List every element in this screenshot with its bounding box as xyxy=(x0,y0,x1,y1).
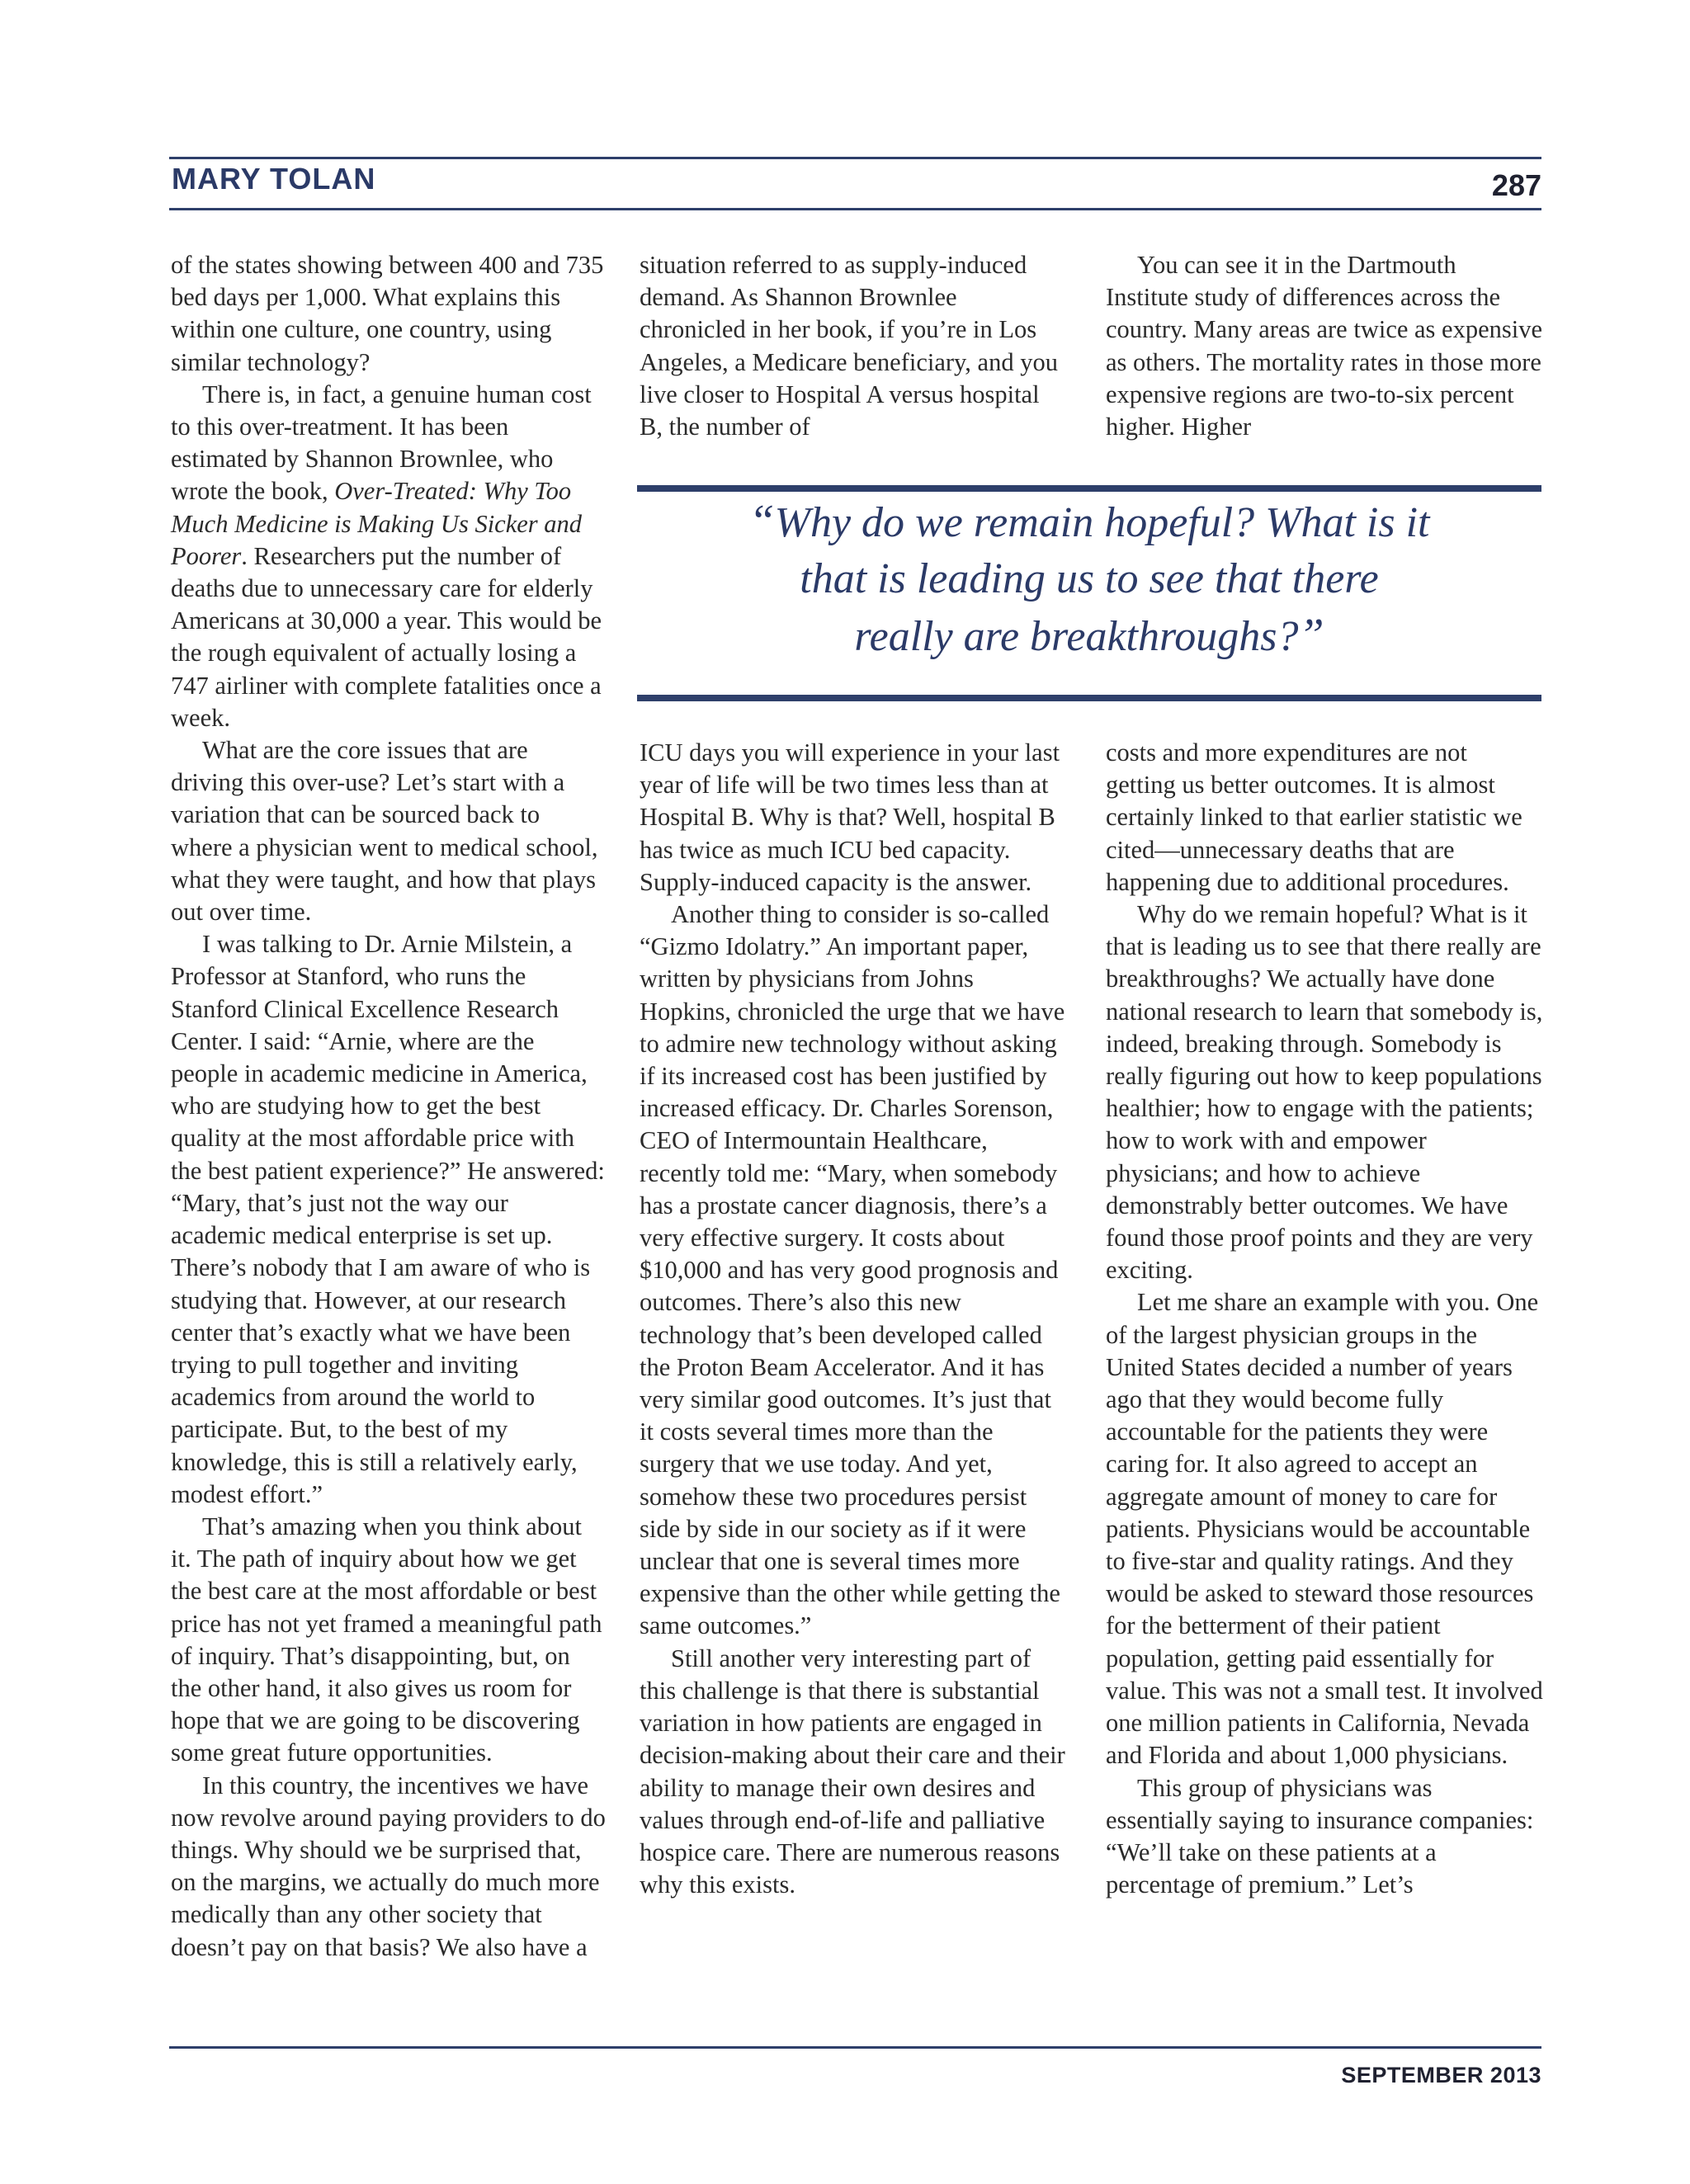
book-title: Over-Treated: Why Too Much Medicine is Making Us Sicker and Poorer xyxy=(171,477,583,570)
paragraph: I was talking to Dr. Arnie Milstein, a Professor at Stanford, who runs the Stanford Clinical Excellence Research Center. I said: “Arnie, where are the people in academic medicine in America, who are studying how to get the best quality at the most affordable price with the best patient experience?” He answered: “Mary, that’s just not the way our academic medical enterprise is set up. There’s nobody that I am aware of who is studying that. However, at our research center that’s exactly what we have been trying to pull together and inviting academics from around the world to participate. But, to the best of my knowledge, this is still a relatively early, modest effort.” xyxy=(171,930,605,1508)
paragraph: That’s amazing when you think about it. The path of inquiry about how we get the best care at the most affordable or best price has not yet framed a meaningful path of inquiry. That’s disappointing, but, on the other hand, it also gives us room for hope that we are going to be discovering some great future opportunities. xyxy=(171,1512,602,1767)
paragraph: What are the core issues that are driving this over-use? Let’s start with a variation that can be sourced back to where a physician went to medical school, what they were taught, and how that plays out over time. xyxy=(171,736,598,927)
paragraph: costs and more expenditures are not getting us better outcomes. It is almost certainly linked to that earlier statistic we cited—unnecessary deaths that are happening due to additional procedures. xyxy=(1106,738,1522,896)
close-quote-mark: ” xyxy=(1298,610,1324,661)
pull-quote-top-rule xyxy=(637,485,1541,492)
column-2-top xyxy=(640,249,1069,443)
paragraph xyxy=(171,379,607,734)
footer-rule xyxy=(169,2046,1541,2049)
pull-quote-line xyxy=(637,607,1541,665)
pull-quote-line xyxy=(637,493,1541,551)
paragraph: In this country, the incentives we have now revolve around paying providers to do things. Why should we be surprised that, on the margins, we actually do much more medically than any other society that doesn’t pay on that basis? We also have a xyxy=(171,1771,606,1961)
paragraph: Still another very interesting part of this challenge is that there is substantial variation in how patients are engaged in decision-making about their care and their ability to manage their own desires and values through end-of-life and palliative hospice care. There are numerous reasons why this exists. xyxy=(640,1644,1065,1899)
header-top-rule xyxy=(169,157,1541,159)
paragraph: This group of physicians was essentially saying to insurance companies: “We’ll take on these patients at a percentage of premium.” Let’s xyxy=(1106,1773,1534,1899)
issue-date: SEPTEMBER 2013 xyxy=(1341,2063,1541,2087)
paragraph: situation referred to as supply-induced demand. As Shannon Brownlee chronicled in her book, if you’re in Los Angeles, a Medicare beneficiary, and you live closer to Hospital A versus hospital B, the number of xyxy=(640,251,1058,441)
paragraph: ICU days you will experience in your last year of life will be two times less than at Hospital B. Why is that? Well, hospital B has twice as much ICU bed capacity. Supply-induced capacity is the answer. xyxy=(640,738,1060,896)
pull-quote-text: Why do we remain hopeful? What is it xyxy=(774,499,1430,546)
pull-quote-text: really are breakthroughs? xyxy=(854,613,1299,660)
column-3-bottom xyxy=(1106,737,1543,1901)
paragraph-text: There is, in fact, a genuine human cost to this over-treatment. It has been estimated by Shannon Brownlee, who wrote the book, xyxy=(171,380,592,506)
pull-quote-line: that is leading us to see that there xyxy=(800,555,1379,602)
column-2-bottom xyxy=(640,737,1069,1901)
column-1 xyxy=(171,249,607,1964)
header-bottom-rule xyxy=(169,208,1541,210)
paragraph: Another thing to consider is so-called “Gizmo Idolatry.” An important paper, written by physicians from Johns Hopkins, chronicled the urge that we have to admire new technology without asking if its increased cost has been justified by increased efficacy. Dr. Charles Sorenson, CEO of Intermountain Healthcare, recently told me: “Mary, when somebody has a prostate cancer diagnosis, there’s a very effective surgery. It costs about $10,000 and has very good prognosis and outcomes. There’s also this new technology that’s been developed called the Proton Beam Accelerator. And it has very similar good outcomes. It’s just that it costs several times more than the surgery that we use today. And yet, somehow these two procedures persist side by side in our society as if it were unclear that one is several times more expensive than the other while getting the same outcomes.” xyxy=(640,900,1065,1640)
paragraph: of the states showing between 400 and 735 bed days per 1,000. What explains this within one culture, one country, using similar technology? xyxy=(171,251,604,376)
paragraph-text: . Researchers put the number of deaths due to unnecessary care for elderly Americans at 30,000 a year. This would be the rough equivalent of actually losing a 747 airliner with complete fatalities once a week. xyxy=(171,541,602,732)
paragraph: Why do we remain hopeful? What is it that is leading us to see that there really are breakthroughs? We actually have done national research to learn that somebody is, indeed, breaking through. Somebody is really figuring out how to keep populations healthier; how to engage with the patients; how to work with and empower physicians; and how to achieve demonstrably better outcomes. We have found those proof points and they are very exciting. xyxy=(1106,900,1543,1285)
running-head-author: MARY TOLAN xyxy=(172,162,376,196)
paragraph: Let me share an example with you. One of the largest physician groups in the United States decided a number of years ago that they would become fully accountable for the patients they were caring for. It also agreed to accept an aggregate amount of money to care for patients. Physicians would be accountable to five-star and quality ratings. And they would be asked to steward those resources for the betterment of their patient population, getting paid essentially for value. This was not a small test. It involved one million patients in California, Nevada and Florida and about 1,000 physicians. xyxy=(1106,1288,1543,1770)
column-3-top xyxy=(1106,249,1543,443)
pull-quote-bottom-rule xyxy=(637,695,1541,701)
page-number: 287 xyxy=(1491,168,1541,202)
paragraph: You can see it in the Dartmouth Institute study of differences across the country. Many areas are twice as expensive as others. The mortality rates in those more expensive regions are two-to-six percent higher. Higher xyxy=(1106,251,1542,441)
open-quote-mark: “ xyxy=(748,496,775,547)
pull-quote xyxy=(637,493,1541,665)
